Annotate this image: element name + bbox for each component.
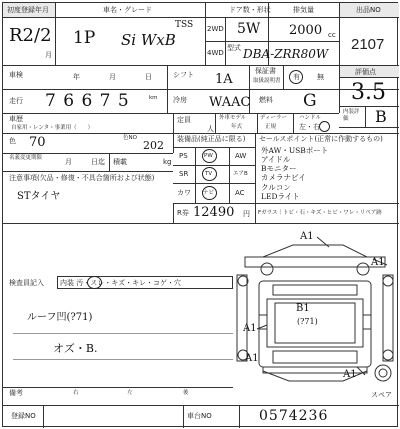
equip-hand-1: TV xyxy=(205,171,213,177)
chassis-label: 車台NO xyxy=(187,412,212,420)
divider xyxy=(3,153,173,154)
damage-mark: (?71) xyxy=(297,317,318,326)
chassis-value: 0574236 xyxy=(259,408,329,424)
load-label: 積載 xyxy=(113,158,127,166)
capacity-unit: 人 xyxy=(207,125,214,133)
selling-point: LEDライト xyxy=(261,192,300,201)
divider xyxy=(3,405,399,406)
divider xyxy=(3,223,399,224)
first-reg-value: R2/2 xyxy=(9,25,52,46)
dealer-label: ディーラー xyxy=(260,115,288,121)
divider xyxy=(293,113,294,133)
import-sub: 年式 xyxy=(231,124,243,130)
first-reg-label: 初度登録年月 xyxy=(7,6,49,14)
inspector-note: オズ・B. xyxy=(53,342,98,355)
note-line xyxy=(13,359,233,360)
equip-code2-2: AC xyxy=(235,189,245,197)
carname-label: 車名・グレード xyxy=(103,6,152,14)
month-label: 月 xyxy=(45,51,52,59)
divider xyxy=(239,405,240,428)
nc-month-label: 月 xyxy=(65,158,72,166)
warranty-no: 無 xyxy=(317,73,324,81)
equip-code-2: カワ xyxy=(177,189,191,197)
cc-label: cc xyxy=(328,31,336,39)
divider xyxy=(3,133,173,134)
door-label: ドア数・形状 xyxy=(229,6,271,14)
import-label: 外車モデル xyxy=(219,115,247,121)
divider xyxy=(3,387,233,388)
kg-label: kg xyxy=(163,158,172,166)
divider xyxy=(173,203,174,223)
model-label: 車検 xyxy=(9,71,23,79)
usage-label: 車歴 xyxy=(9,115,23,123)
type-label: 型式 xyxy=(227,44,241,52)
displacement-value: 2000 xyxy=(289,23,323,38)
divider xyxy=(173,133,399,134)
divider xyxy=(195,147,196,203)
divider xyxy=(173,203,399,204)
interior-value: B xyxy=(375,107,387,126)
aircon-value: WAAC xyxy=(209,95,251,110)
divider xyxy=(173,165,255,166)
grade-value: Si WxB xyxy=(121,31,176,49)
equip-hand-0: PW xyxy=(204,153,213,159)
day-label: 日 xyxy=(145,73,152,81)
selling-point: 外AW・USBポート xyxy=(261,146,329,155)
score-value: 3.5 xyxy=(351,80,386,105)
glass-label: Fガラス｜トビ・石・キズ・ヒビ・ワレ・リペア跡 xyxy=(258,210,382,216)
nc-date-label: 日迄 xyxy=(91,158,105,166)
divider xyxy=(255,133,256,203)
selling-point: Bモニター xyxy=(261,164,297,173)
inspector-note: ルーフ凹(?71) xyxy=(27,312,93,323)
divider xyxy=(257,113,258,133)
color-value: 70 xyxy=(29,135,46,150)
equip-code2-1: エアB xyxy=(233,171,248,177)
handle-value: 左・右 xyxy=(299,123,320,131)
equip-label: 装備品(純正品に限る) xyxy=(177,135,246,143)
divider xyxy=(229,147,230,203)
color-no-label: 色NO xyxy=(123,135,137,141)
damage-mark: A1 xyxy=(245,353,259,364)
damage-mark: A1 xyxy=(371,257,385,268)
reg-no-label: 登録NO xyxy=(11,412,36,420)
recycle-value: 12490 xyxy=(193,205,235,220)
selling-point: アイドル xyxy=(261,155,291,164)
divider xyxy=(215,113,216,133)
door-value: 5W xyxy=(237,21,261,37)
damage-mark: A1 xyxy=(343,369,357,380)
displacement-label: 排気量 xyxy=(293,6,314,14)
note-line xyxy=(13,333,233,334)
exhibit-value: 2107 xyxy=(351,36,385,53)
damage-mark: B1 xyxy=(296,303,310,314)
divider xyxy=(205,3,206,65)
score-label: 評価点 xyxy=(355,68,376,76)
caution-value: STタイヤ xyxy=(17,191,61,202)
divider xyxy=(55,3,56,65)
drive-2wd: 2WD xyxy=(207,25,224,33)
right-label: 右 xyxy=(73,390,79,396)
divider xyxy=(3,171,173,172)
color-label: 色 xyxy=(9,137,16,145)
damage-mark: A1 xyxy=(243,323,257,334)
damage-mark: A1 xyxy=(300,231,314,242)
shift-value: 1A xyxy=(215,72,233,87)
divider xyxy=(173,147,255,148)
color-no-value: 202 xyxy=(143,139,164,152)
divider xyxy=(283,65,284,89)
capacity-label: 定員 xyxy=(177,116,191,124)
divider xyxy=(167,65,168,113)
dealer-sub: 正規 xyxy=(265,124,277,130)
interior-dirty-circle xyxy=(87,276,102,289)
shift-label: シフト xyxy=(173,71,194,79)
divider xyxy=(43,405,44,428)
warranty-yes: 有 xyxy=(293,73,300,81)
caution-label: 注意事項(欠品・修復・不具合箇所および状態) xyxy=(9,174,155,182)
divider xyxy=(339,127,399,128)
recycle-unit: 円 xyxy=(243,210,250,218)
selling-point: カメラナビイ xyxy=(261,173,306,182)
divider xyxy=(255,203,256,223)
spare-label: スペア xyxy=(371,391,392,399)
equip-code-1: SR xyxy=(179,170,189,178)
warranty-sub: 取扱説明書 xyxy=(253,78,281,84)
inspector-options: 内装 汚・スレ・キズ・キレ・コゲ・穴 xyxy=(60,279,182,287)
divider xyxy=(3,113,339,114)
usage-options: 自家用・レンタ・事業用（ ） xyxy=(11,125,94,131)
selling-point: クルコン xyxy=(261,183,291,192)
month-label: 月 xyxy=(109,73,116,81)
rear-label: 後 xyxy=(183,390,189,396)
equip-code-0: PS xyxy=(179,152,188,160)
aircon-label: 冷房 xyxy=(173,96,187,104)
name-change-label: 名義変更期限 xyxy=(9,155,43,161)
type-value: DBA-ZRR80W xyxy=(243,47,329,61)
recycle-label: R券 xyxy=(177,209,189,217)
divider xyxy=(183,405,184,428)
mileage-unit: km xyxy=(149,95,158,101)
divider xyxy=(3,17,399,18)
grade-sup: TSS xyxy=(175,20,194,30)
fuel-value: G xyxy=(303,91,317,111)
exhibit-label: 出品NO xyxy=(356,6,381,14)
equip-hand-2: ナビ xyxy=(203,190,215,196)
divider xyxy=(173,183,255,184)
warranty-label: 保証書 xyxy=(255,67,276,75)
mileage-label: 走行 xyxy=(9,97,23,105)
warranty-yes-circle xyxy=(289,70,303,84)
drive-4wd: 4WD xyxy=(207,49,224,57)
inspector-label: 検査員記入 xyxy=(9,279,44,287)
divider xyxy=(339,106,399,107)
interior-label: 内装評価 xyxy=(343,109,360,122)
fuel-label: 燃料 xyxy=(259,96,273,104)
divider xyxy=(225,17,226,65)
mileage-value: 7 6 6 7 5 xyxy=(45,91,130,111)
divider xyxy=(109,153,110,171)
divider xyxy=(365,106,366,127)
remarks-label: 備考 xyxy=(9,389,23,397)
year-label: 年 xyxy=(73,73,80,81)
selling-label: セールスポイント(正常に作動するもの) xyxy=(259,135,383,143)
divider xyxy=(339,77,399,78)
left-label: 左 xyxy=(127,390,133,396)
auction-sheet xyxy=(2,2,398,427)
handle-label: ハンドル xyxy=(299,115,322,121)
equip-code2-0: AW xyxy=(235,152,247,160)
handle-right-circle xyxy=(319,121,330,132)
carname-value: 1P xyxy=(73,28,96,48)
